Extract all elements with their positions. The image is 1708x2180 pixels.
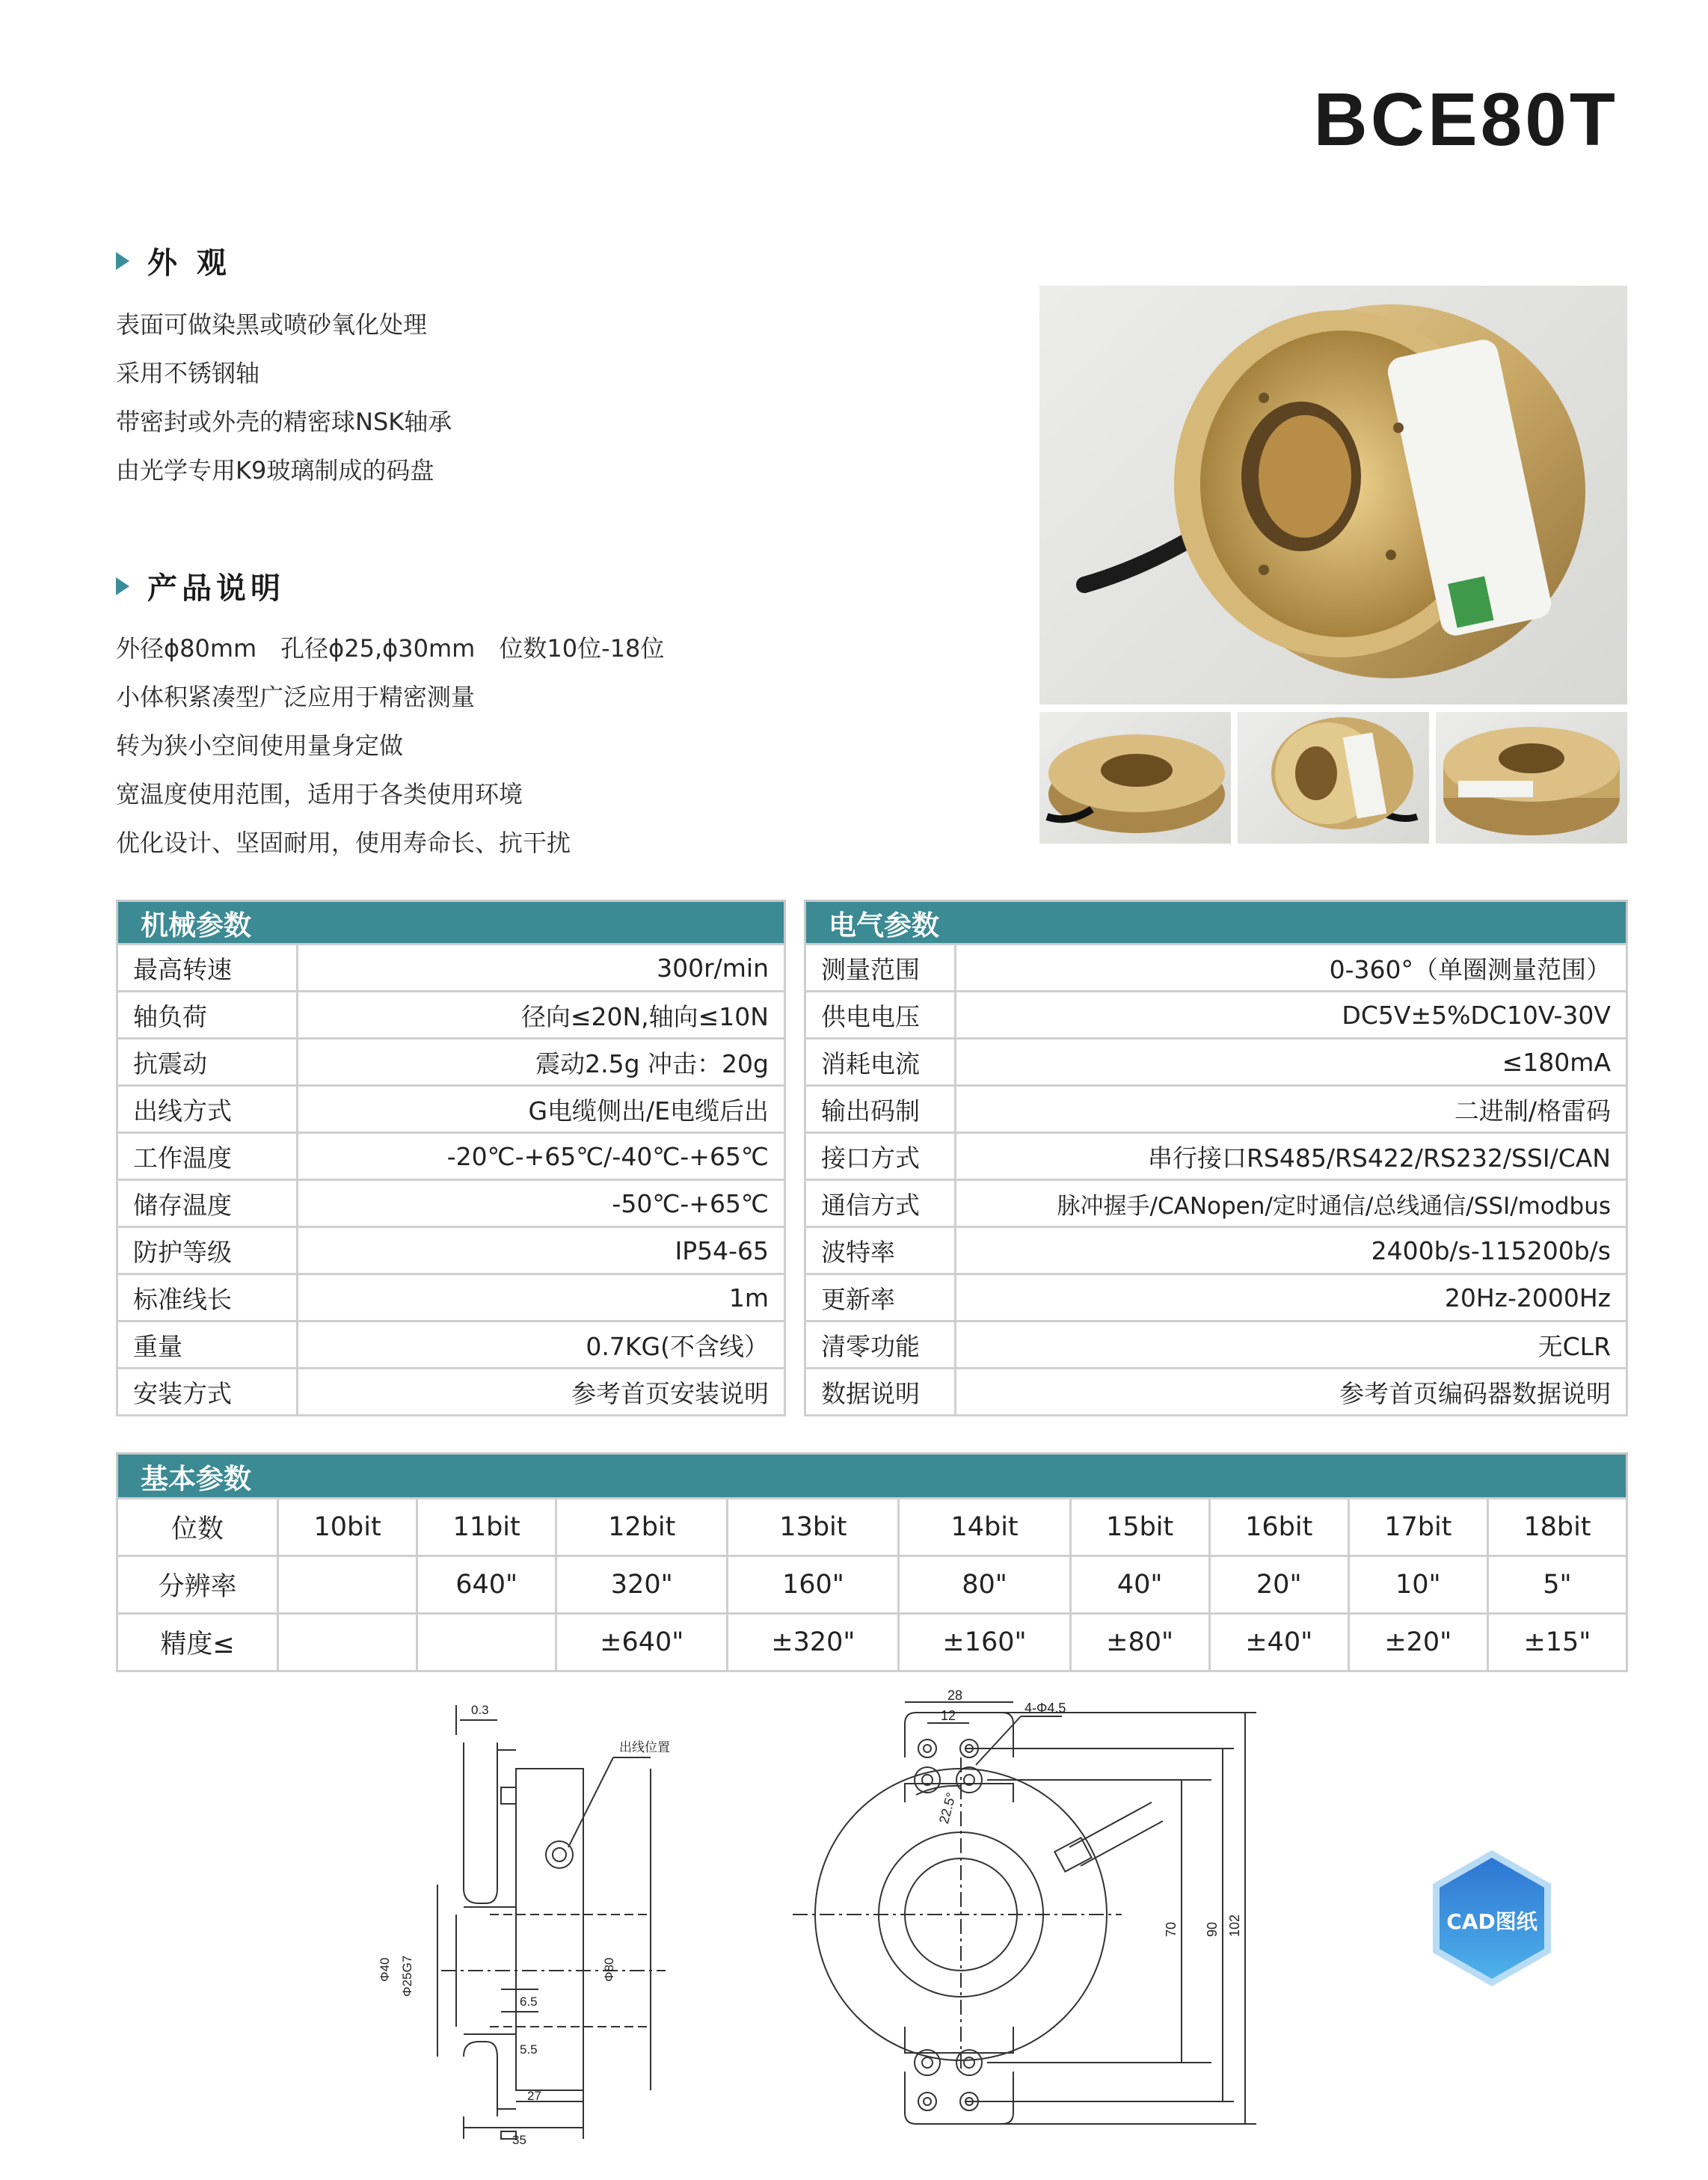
- table-row: [805, 1369, 1627, 1416]
- param-label: 抗震动: [117, 1039, 298, 1086]
- table-cell: 13bit: [728, 1499, 899, 1556]
- mechanical-params-panel: [116, 900, 786, 1416]
- param-label: 储存温度: [117, 1180, 298, 1227]
- table-cell: ±20": [1348, 1614, 1487, 1671]
- dim-label: 4-Φ4.5: [1025, 1701, 1066, 1716]
- table-row: [805, 1227, 1627, 1274]
- table-row: [805, 1274, 1627, 1321]
- product-title: 产品说明: [147, 571, 285, 606]
- table-cell: 位数: [117, 1499, 278, 1556]
- param-label: 供电电压: [805, 992, 956, 1039]
- table-cell: [278, 1556, 417, 1614]
- appearance-line: 表面可做染黑或喷砂氧化处理: [116, 310, 428, 339]
- table-cell: 40": [1070, 1556, 1209, 1614]
- mechanical-params-table: [116, 900, 786, 1416]
- dim-label: 27: [527, 2089, 541, 2103]
- product-line: 外径ϕ80mm 孔径ϕ25,ϕ30mm 位数10位-18位: [116, 634, 665, 663]
- appearance-line: 带密封或外壳的精密球NSK轴承: [116, 408, 452, 436]
- param-label: 出线方式: [117, 1086, 298, 1133]
- table-cell: ±15": [1487, 1614, 1626, 1671]
- appearance-title: 外 观: [147, 246, 231, 280]
- dim-label: Φ40: [378, 1957, 392, 1982]
- param-label: 测量范围: [805, 945, 956, 992]
- dim-label: 12: [941, 1708, 956, 1723]
- table-cell: [417, 1614, 556, 1671]
- dim-label: 0.3: [471, 1703, 489, 1717]
- param-label: 接口方式: [805, 1133, 956, 1180]
- table-cell: ±320": [728, 1614, 899, 1671]
- param-value: 20Hz-2000Hz: [955, 1274, 1626, 1321]
- param-value: IP54-65: [298, 1227, 785, 1274]
- cad-drawing-button[interactable]: [1428, 1847, 1555, 1989]
- appearance-list: [116, 301, 452, 495]
- param-value: 径向≤20N,轴向≤10N: [298, 992, 785, 1039]
- side-view-drawing: [366, 1698, 740, 2146]
- param-label: 清零功能: [805, 1321, 956, 1369]
- table-cell: 20": [1209, 1556, 1348, 1614]
- param-value: 脉冲握手/CANopen/定时通信/总线通信/SSI/modbus: [955, 1180, 1626, 1227]
- table-row: [117, 1274, 785, 1321]
- dim-label: 28: [947, 1688, 963, 1703]
- param-value: -50℃-+65℃: [298, 1180, 785, 1227]
- table-row: [805, 945, 1627, 992]
- product-photo-main: [1039, 286, 1627, 704]
- table-row: [805, 1133, 1627, 1180]
- param-label: 标准线长: [117, 1274, 298, 1321]
- table-cell: 分辨率: [117, 1556, 278, 1614]
- param-value: ≤180mA: [955, 1039, 1626, 1086]
- table-cell: 160": [728, 1556, 899, 1614]
- table-cell: 640": [417, 1556, 556, 1614]
- table-row: [805, 1321, 1627, 1369]
- electrical-params-panel: [804, 900, 1628, 1416]
- dim-label: Φ25G7: [400, 1955, 414, 1997]
- param-value: 串行接口RS485/RS422/RS232/SSI/CAN: [955, 1133, 1626, 1180]
- param-value: 无CLR: [955, 1321, 1626, 1369]
- basic-params-table: [116, 1452, 1628, 1672]
- appearance-heading: [116, 239, 231, 282]
- product-line: 小体积紧凑型广泛应用于精密测量: [116, 683, 476, 711]
- table-cell: ±40": [1209, 1614, 1348, 1671]
- dim-label: 6.5: [520, 1995, 538, 2009]
- param-label: 通信方式: [805, 1180, 956, 1227]
- mechanical-title: 机械参数: [117, 901, 785, 945]
- table-row: [117, 1039, 785, 1086]
- dim-label: 5.5: [520, 2042, 538, 2057]
- dim-label: 70: [1164, 1921, 1179, 1937]
- cad-badge-label: CAD图纸: [1446, 1909, 1537, 1934]
- table-row: [805, 1180, 1627, 1227]
- triangle-bullet-icon: [116, 252, 129, 270]
- param-label: 轴负荷: [117, 992, 298, 1039]
- dim-label: Φ80: [602, 1957, 616, 1982]
- appearance-line: 采用不锈钢轴: [116, 359, 260, 387]
- table-row: [117, 992, 785, 1039]
- param-value: 参考首页编码器数据说明: [955, 1369, 1626, 1416]
- appearance-line: 由光学专用K9玻璃制成的码盘: [116, 456, 434, 485]
- dim-label: 出线位置: [619, 1740, 670, 1754]
- product-line: 优化设计、坚固耐用，使用寿命长、抗干扰: [116, 829, 571, 857]
- encoder-illustration: [1039, 286, 1627, 704]
- table-cell: 16bit: [1209, 1499, 1348, 1556]
- triangle-bullet-icon: [116, 577, 129, 595]
- table-cell: 15bit: [1070, 1499, 1209, 1556]
- table-row: [805, 992, 1627, 1039]
- table-cell: 18bit: [1487, 1499, 1626, 1556]
- param-label: 防护等级: [117, 1227, 298, 1274]
- param-value: 0.7KG(不含线）: [298, 1321, 785, 1369]
- table-row: [805, 1039, 1627, 1086]
- product-photo-thumb-1: [1039, 712, 1231, 844]
- table-row: [117, 1614, 1627, 1671]
- dim-label: 35: [512, 2133, 526, 2147]
- table-cell: 320": [556, 1556, 728, 1614]
- encoder-thumb-illustration: [1039, 712, 1231, 844]
- encoder-thumb-illustration: [1238, 712, 1429, 844]
- table-cell: 10": [1348, 1556, 1487, 1614]
- product-list: [116, 624, 664, 868]
- table-cell: 12bit: [556, 1499, 728, 1556]
- param-value: G电缆侧出/E电缆后出: [298, 1086, 785, 1133]
- param-label: 更新率: [805, 1274, 956, 1321]
- basic-title: 基本参数: [117, 1454, 1627, 1499]
- param-label: 最高转速: [117, 945, 298, 992]
- param-value: 2400b/s-115200b/s: [955, 1227, 1626, 1274]
- table-row: [117, 1227, 785, 1274]
- table-cell: ±80": [1070, 1614, 1209, 1671]
- table-row: [117, 1086, 785, 1133]
- table-row: [117, 1133, 785, 1180]
- table-row: [117, 1369, 785, 1416]
- electrical-params-table: [804, 900, 1628, 1416]
- param-label: 消耗电流: [805, 1039, 956, 1086]
- product-photo-thumb-2: [1238, 712, 1429, 844]
- table-cell: 精度≤: [117, 1614, 278, 1671]
- param-value: 1m: [298, 1274, 785, 1321]
- table-row: [117, 1180, 785, 1227]
- param-value: 二进制/格雷码: [955, 1086, 1626, 1133]
- param-label: 输出码制: [805, 1086, 956, 1133]
- table-cell: 10bit: [278, 1499, 417, 1556]
- product-line: 转为狭小空间使用量身定做: [116, 731, 404, 760]
- table-row: [117, 1556, 1627, 1614]
- dim-label: 90: [1205, 1921, 1220, 1937]
- param-value: DC5V±5%DC10V-30V: [955, 992, 1626, 1039]
- param-value: 震动2.5g 冲击：20g: [298, 1039, 785, 1086]
- param-label: 安装方式: [117, 1369, 298, 1416]
- param-label: 波特率: [805, 1227, 956, 1274]
- table-cell: 80": [899, 1556, 1070, 1614]
- table-row: [117, 1321, 785, 1369]
- front-view-drawing: [793, 1688, 1256, 2146]
- table-row: [117, 945, 785, 992]
- dim-label: 102: [1227, 1914, 1242, 1937]
- product-line: 宽温度使用范围，适用于各类使用环境: [116, 780, 523, 808]
- param-label: 工作温度: [117, 1133, 298, 1180]
- electrical-title: 电气参数: [805, 901, 1627, 945]
- product-heading: [116, 565, 285, 607]
- table-row: [805, 1086, 1627, 1133]
- table-cell: ±160": [899, 1614, 1070, 1671]
- table-cell: 5": [1487, 1556, 1626, 1614]
- table-cell: ±640": [556, 1614, 728, 1671]
- table-cell: 14bit: [899, 1499, 1070, 1556]
- param-value: -20℃-+65℃/-40℃-+65℃: [298, 1133, 785, 1180]
- table-cell: [278, 1614, 417, 1671]
- encoder-thumb-illustration: [1436, 712, 1627, 844]
- param-value: 0-360°（单圈测量范围）: [955, 945, 1626, 992]
- param-label: 数据说明: [805, 1369, 956, 1416]
- param-label: 重量: [117, 1321, 298, 1369]
- model-title: BCE80T: [1313, 78, 1618, 162]
- table-row: [117, 1499, 1627, 1556]
- dim-label: 22.5°: [936, 1790, 959, 1826]
- param-value: 参考首页安装说明: [298, 1369, 785, 1416]
- basic-params-panel: [116, 1452, 1628, 1672]
- table-cell: 17bit: [1348, 1499, 1487, 1556]
- product-photo-thumb-3: [1436, 712, 1627, 844]
- table-cell: 11bit: [417, 1499, 556, 1556]
- param-value: 300r/min: [298, 945, 785, 992]
